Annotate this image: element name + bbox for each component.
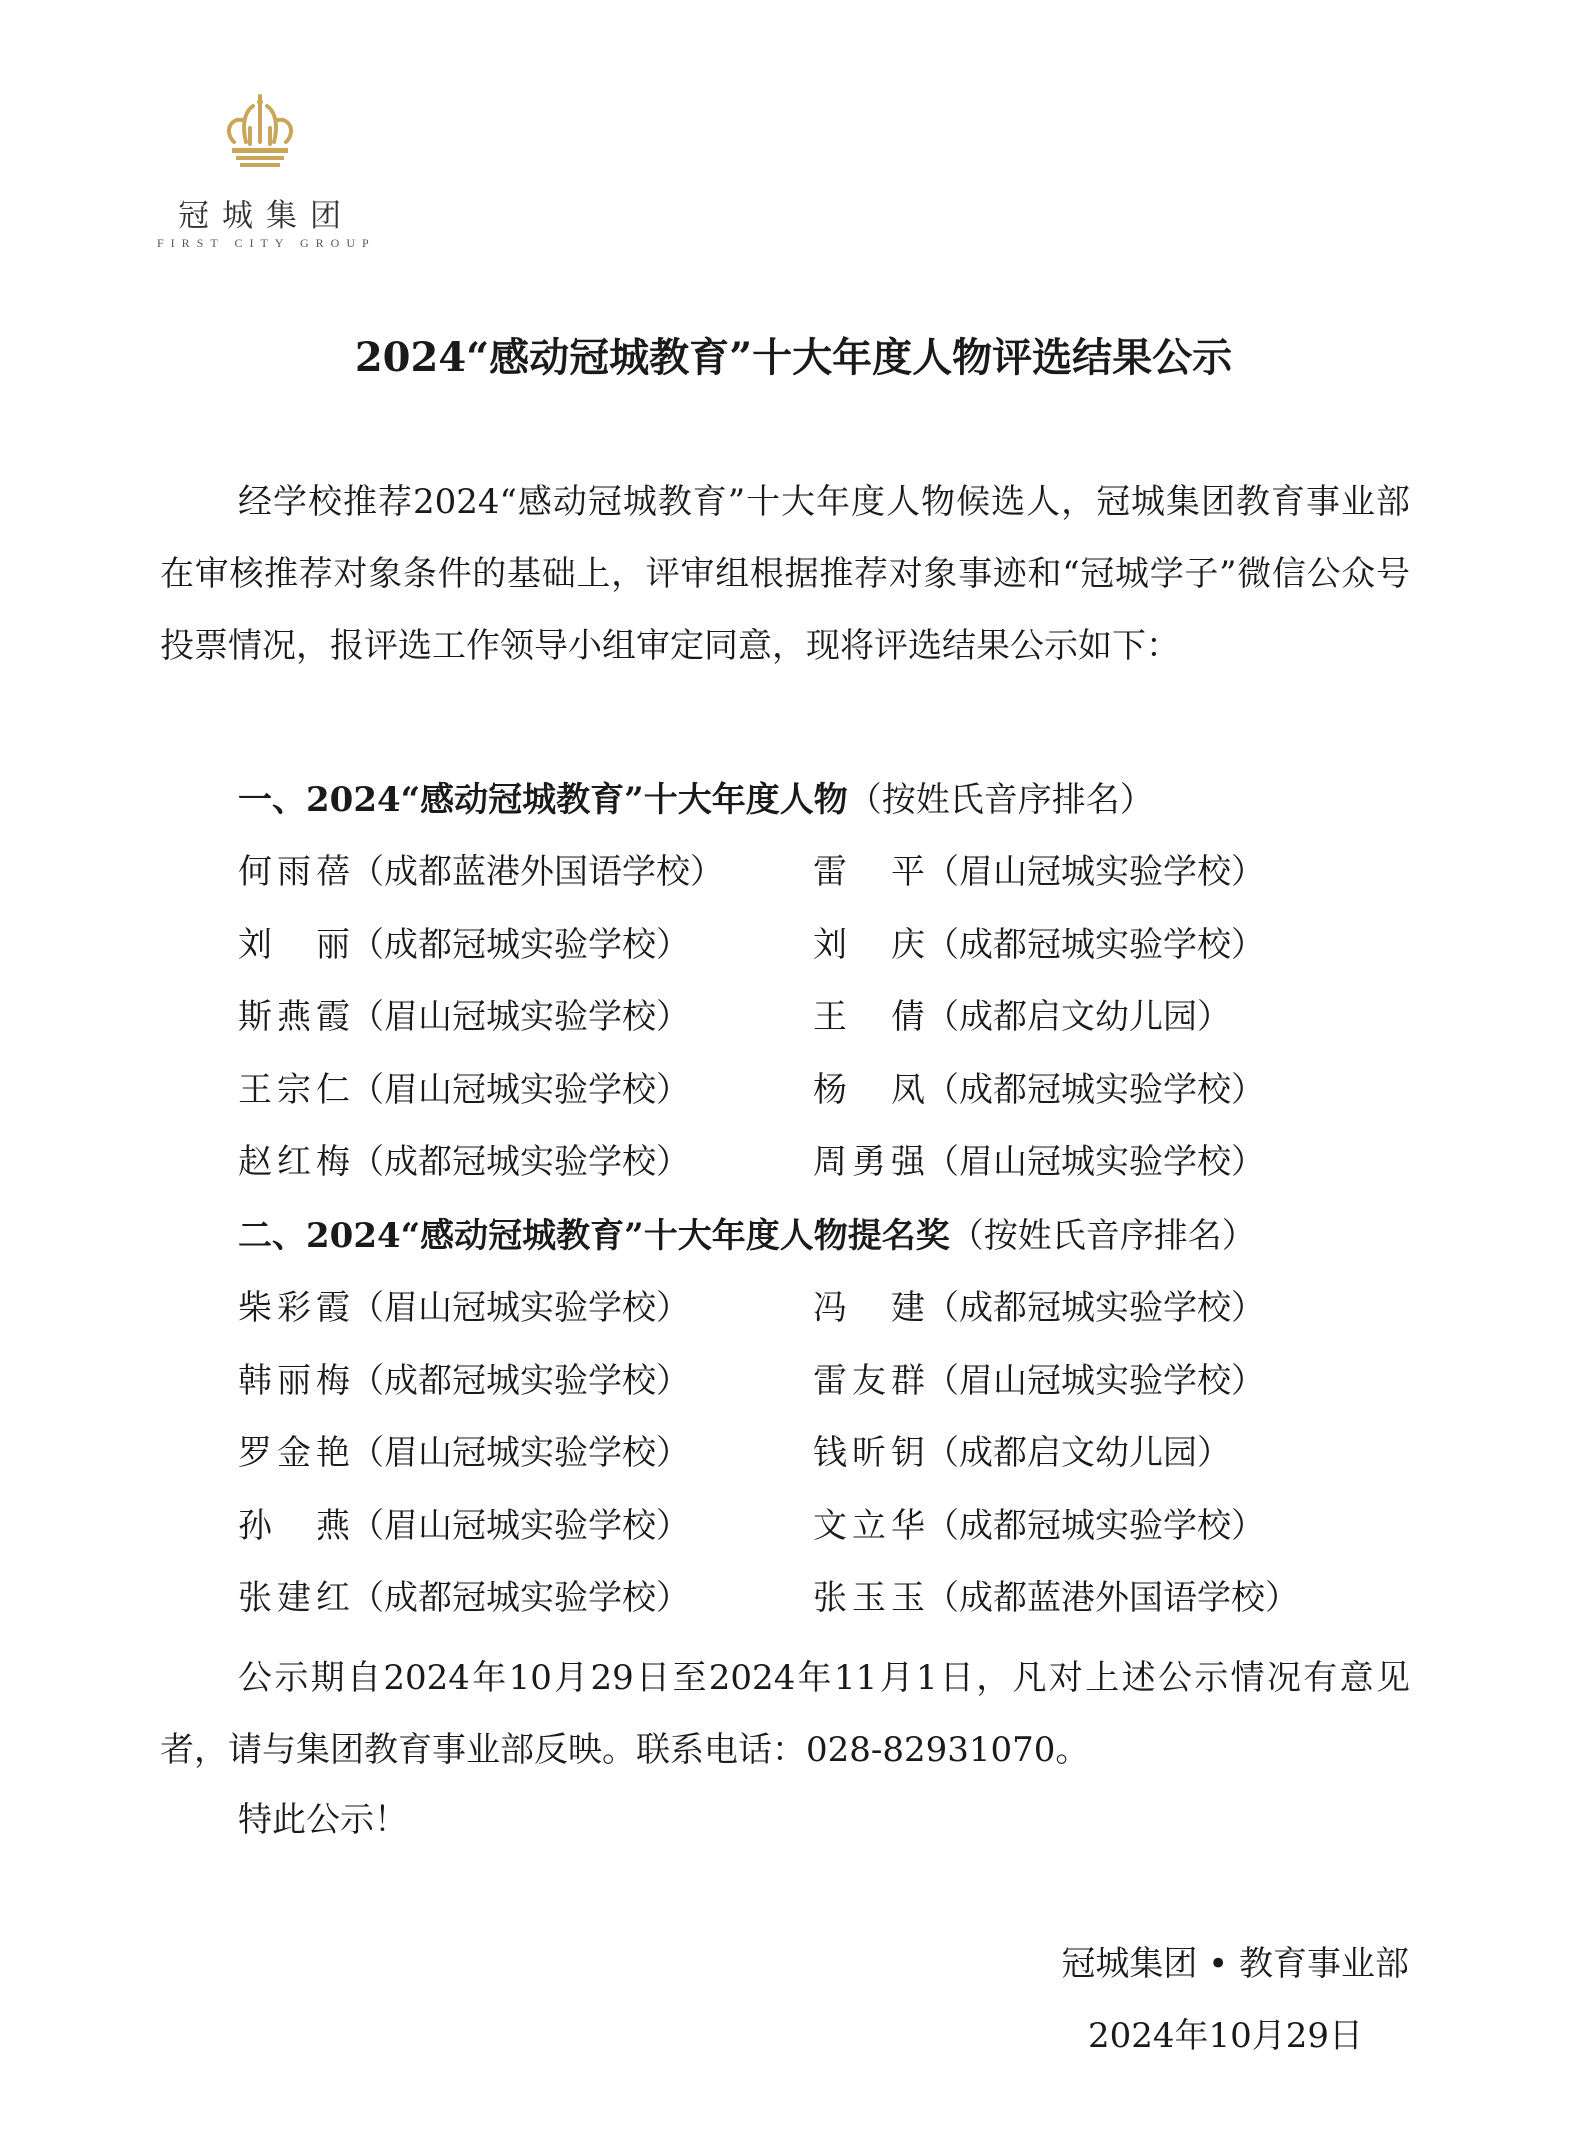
person-name: 雷平 [813, 852, 925, 892]
person-name: 张建红 [238, 1578, 350, 1618]
list-item [813, 1062, 1388, 1135]
school-name: （成都启文幼儿园） [925, 1433, 1231, 1473]
school-name: （成都冠城实验学校） [925, 924, 1265, 965]
list-item [813, 1425, 1388, 1498]
list-row [238, 1425, 1388, 1498]
school-name: （眉山冠城实验学校） [350, 1505, 690, 1546]
school-name: （眉山冠城实验学校） [350, 1069, 690, 1110]
section1-note: （按姓氏音序排名） [847, 780, 1154, 820]
school-name: （成都启文幼儿园） [925, 997, 1231, 1037]
person-name: 刘庆 [813, 924, 925, 965]
person-name: 周勇强 [813, 1142, 925, 1182]
list-item [813, 1280, 1388, 1353]
person-name: 王倩 [813, 997, 925, 1037]
signature-date: 2024年10月29日 [1087, 2016, 1363, 2056]
signature-org: 冠城集团 • 教育事业部 [1061, 1944, 1409, 1984]
section2-heading [238, 1208, 1256, 1257]
school-name: （眉山冠城实验学校） [350, 1288, 690, 1328]
person-name: 王宗仁 [238, 1069, 350, 1110]
list-item [813, 917, 1388, 990]
person-name: 韩丽梅 [238, 1360, 350, 1401]
list-item [238, 1570, 813, 1643]
list-row [238, 1134, 1388, 1207]
list-row [238, 1570, 1388, 1643]
school-name: （眉山冠城实验学校） [925, 852, 1265, 892]
section2-note: （按姓氏音序排名） [949, 1216, 1256, 1256]
school-name: （成都冠城实验学校） [350, 1142, 690, 1182]
person-name: 文立华 [813, 1505, 925, 1546]
nominees-list [238, 1280, 1388, 1643]
list-item [813, 1570, 1388, 1643]
school-name: （眉山冠城实验学校） [350, 1433, 690, 1473]
list-item [238, 1062, 813, 1135]
list-item [238, 1353, 813, 1426]
person-name: 刘丽 [238, 924, 350, 965]
logo-english-name: FIRST CITY GROUP [157, 236, 376, 250]
page-title: 2024“感动冠城教育”十大年度人物评选结果公示 [354, 334, 1233, 381]
list-item [238, 1280, 813, 1353]
closing-text: 特此公示！ [238, 1800, 408, 1840]
person-name: 赵红梅 [238, 1142, 350, 1182]
list-row [238, 1353, 1388, 1426]
company-logo [150, 92, 376, 252]
school-name: （眉山冠城实验学校） [925, 1142, 1265, 1182]
person-name: 何雨蓓 [238, 852, 350, 892]
school-name: （成都冠城实验学校） [925, 1069, 1265, 1110]
list-row [238, 1062, 1388, 1135]
person-name: 柴彩霞 [238, 1288, 350, 1328]
list-item [238, 1425, 813, 1498]
notice-paragraph: 公示期自2024年10月29日至2024年11月1日，凡对上述公示情况有意见者，请与集团教育事业部反映。联系电话：028-82931070。 [160, 1658, 1410, 1770]
person-name: 斯燕霞 [238, 997, 350, 1037]
list-item [238, 917, 813, 990]
list-row [238, 1280, 1388, 1353]
person-name: 雷友群 [813, 1360, 925, 1401]
person-name: 钱昕钥 [813, 1433, 925, 1473]
winners-list [238, 844, 1388, 1207]
school-name: （成都蓝港外国语学校） [925, 1578, 1299, 1618]
list-item [813, 1134, 1388, 1207]
list-item [238, 844, 813, 917]
section2-title: 二、2024“感动冠城教育”十大年度人物提名奖 [238, 1216, 950, 1256]
school-name: （成都冠城实验学校） [925, 1288, 1265, 1328]
person-name: 冯建 [813, 1288, 925, 1328]
list-item [813, 1498, 1388, 1571]
person-name: 张玉玉 [813, 1578, 925, 1618]
school-name: （眉山冠城实验学校） [925, 1360, 1265, 1401]
crown-logo-icon [220, 92, 300, 182]
intro-paragraph: 经学校推荐2024“感动冠城教育”十大年度人物候选人，冠城集团教育事业部在审核推荐对象条件的基础上，评审组根据推荐对象事迹和“冠城学子”微信公众号投票情况，报评选工作领导小组审定同意，现将评选结果公示如下： [160, 482, 1410, 666]
person-name: 孙燕 [238, 1505, 350, 1546]
section1-heading [238, 772, 1154, 821]
list-row [238, 917, 1388, 990]
list-item [813, 1353, 1388, 1426]
list-row [238, 844, 1388, 917]
school-name: （成都冠城实验学校） [350, 1578, 690, 1618]
list-item [813, 844, 1388, 917]
list-row [238, 1498, 1388, 1571]
section1-title: 一、2024“感动冠城教育”十大年度人物 [238, 780, 848, 820]
school-name: （成都冠城实验学校） [350, 924, 690, 965]
list-item [238, 989, 813, 1062]
school-name: （眉山冠城实验学校） [350, 997, 690, 1037]
list-item [238, 1134, 813, 1207]
logo-chinese-name: 冠城集团 [178, 198, 354, 234]
school-name: （成都蓝港外国语学校） [350, 852, 724, 892]
school-name: （成都冠城实验学校） [925, 1505, 1265, 1546]
list-row [238, 989, 1388, 1062]
list-item [238, 1498, 813, 1571]
person-name: 杨凤 [813, 1069, 925, 1110]
person-name: 罗金艳 [238, 1433, 350, 1473]
school-name: （成都冠城实验学校） [350, 1360, 690, 1401]
list-item [813, 989, 1388, 1062]
